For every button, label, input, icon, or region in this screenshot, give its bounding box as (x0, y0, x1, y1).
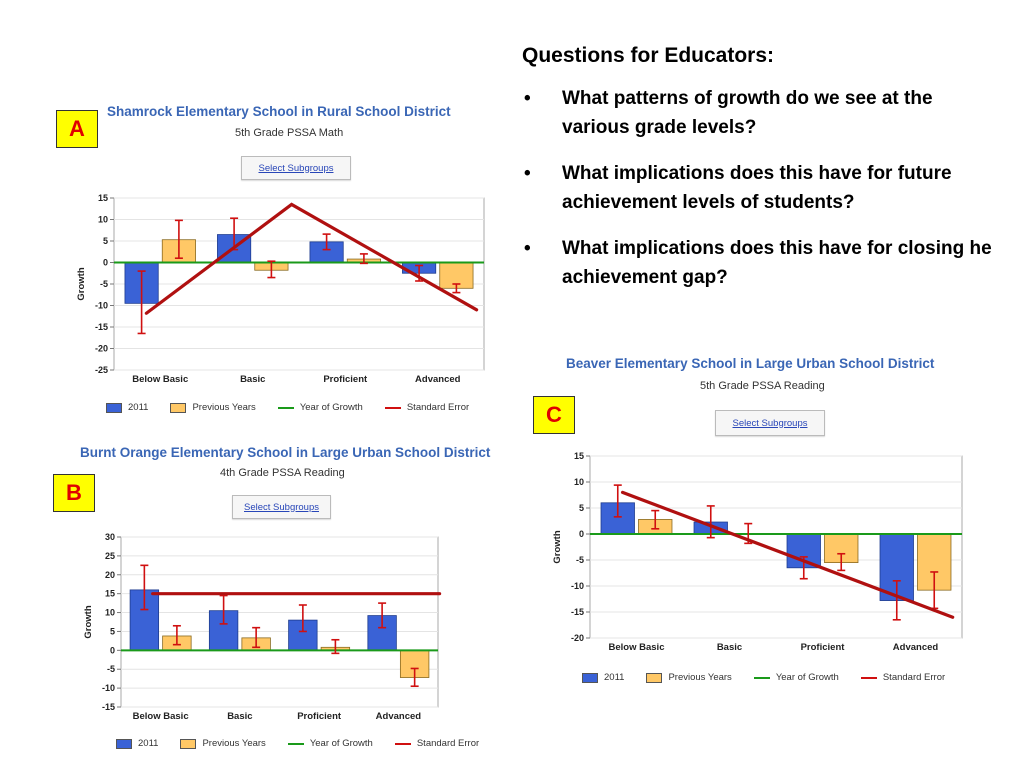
legend-item-2011 (116, 738, 158, 749)
x-category-label: Proficient (323, 374, 368, 385)
x-category-label: Proficient (800, 642, 845, 653)
y-axis-label: Growth (552, 530, 563, 564)
legend-swatch-error (395, 743, 411, 745)
legend-swatch-2011 (106, 403, 122, 413)
legend-label: Standard Error (406, 402, 470, 413)
legend-label: Year of Growth (775, 672, 839, 683)
y-tick-label: -5 (106, 664, 115, 675)
bullet-icon: • (524, 163, 531, 184)
legend-swatch-growth (288, 743, 304, 745)
questions-heading: Questions for Educators: (522, 44, 775, 67)
legend-item-2011 (582, 672, 624, 683)
question-item (522, 84, 992, 142)
y-tick-label: 20 (104, 569, 115, 580)
y-tick-label: 10 (104, 607, 115, 618)
panel-b-title: Burnt Orange Elementary School in Large Urban School District (80, 445, 491, 460)
question-text: What implications does this have for future achievement levels of students? (562, 163, 952, 213)
panel-c-chart (547, 450, 967, 660)
y-tick-label: -25 (94, 365, 108, 375)
x-category-label: Below Basic (132, 711, 189, 722)
panel-c-title: Beaver Elementary School in Large Urban School District (566, 356, 935, 371)
questions-block (522, 44, 992, 309)
x-category-label: Basic (240, 374, 266, 385)
legend-swatch-previous (180, 739, 196, 749)
panel-b-select-subgroups-button[interactable]: Select Subgroups (232, 495, 331, 519)
y-tick-label: -10 (570, 581, 584, 591)
legend-label: 2011 (128, 402, 149, 413)
y-tick-label: 5 (578, 503, 584, 513)
legend-item-error (385, 402, 469, 413)
y-tick-label: -15 (94, 322, 108, 332)
y-tick-label: 0 (578, 529, 584, 539)
y-tick-label: -5 (575, 555, 584, 565)
panel-c-subtitle: 5th Grade PSSA Reading (700, 380, 825, 392)
legend-swatch-error (385, 407, 401, 409)
y-tick-label: 10 (97, 214, 108, 225)
legend-label: Standard Error (882, 672, 946, 683)
legend-label: Previous Years (668, 672, 732, 683)
y-tick-label: 15 (97, 193, 108, 203)
legend-item-previous (170, 402, 255, 413)
legend-swatch-previous (646, 673, 662, 683)
panel-a-select-subgroups-button[interactable]: Select Subgroups (241, 156, 351, 180)
x-category-label: Advanced (375, 711, 422, 722)
legend-label: Year of Growth (309, 738, 373, 749)
legend-item-growth (278, 402, 363, 413)
legend-label: Standard Error (416, 738, 480, 749)
legend-item-error (861, 672, 945, 683)
legend-swatch-growth (278, 407, 294, 409)
legend-swatch-2011 (116, 739, 132, 749)
y-tick-label: -10 (101, 683, 115, 694)
y-tick-label: 25 (104, 550, 115, 561)
y-tick-label: 0 (102, 257, 108, 268)
legend-swatch-previous (170, 403, 186, 413)
y-axis-label: Growth (83, 605, 94, 639)
y-tick-label: 5 (109, 626, 115, 637)
legend-item-error (395, 738, 479, 749)
panel-a-subtitle: 5th Grade PSSA Math (235, 127, 344, 139)
panel-c-label: C (533, 396, 575, 434)
y-tick-label: -15 (101, 702, 115, 712)
y-tick-label: -10 (94, 300, 108, 311)
legend-item-previous (180, 738, 265, 749)
legend-item-growth (288, 738, 373, 749)
y-tick-label: -15 (570, 607, 584, 617)
question-item (522, 234, 992, 292)
legend-item-previous (646, 672, 731, 683)
x-category-label: Advanced (892, 642, 939, 653)
panel-b-legend (116, 738, 501, 749)
panel-c-legend (582, 672, 967, 683)
legend-label: Previous Years (202, 738, 266, 749)
bullet-icon: • (524, 88, 531, 109)
panel-a-label: A (56, 110, 98, 148)
legend-item-growth (754, 672, 839, 683)
legend-label: Previous Years (192, 402, 256, 413)
panel-b-chart (78, 532, 443, 727)
legend-label: 2011 (138, 738, 159, 749)
panel-b-subtitle: 4th Grade PSSA Reading (220, 467, 345, 479)
panel-a-chart (70, 192, 490, 392)
question-item (522, 159, 992, 217)
y-tick-label: -20 (94, 343, 108, 354)
y-tick-label: -5 (99, 279, 108, 289)
y-tick-label: 10 (573, 477, 584, 487)
bullet-icon: • (524, 238, 531, 259)
y-axis-label: Growth (76, 267, 87, 301)
question-text: What patterns of growth do we see at the various grade levels? (562, 88, 933, 138)
panel-a-legend (106, 402, 491, 413)
y-tick-label: -20 (570, 633, 584, 643)
x-category-label: Below Basic (132, 374, 189, 385)
questions-list (522, 84, 992, 292)
x-category-label: Basic (227, 711, 253, 722)
legend-swatch-error (861, 677, 877, 679)
x-category-label: Advanced (415, 374, 461, 385)
legend-label: 2011 (604, 672, 625, 683)
y-tick-label: 30 (104, 532, 115, 542)
y-tick-label: 5 (102, 236, 108, 246)
legend-label: Year of Growth (299, 402, 363, 413)
panel-c-select-subgroups-button[interactable]: Select Subgroups (715, 410, 825, 436)
legend-swatch-2011 (582, 673, 598, 683)
y-tick-label: 15 (573, 451, 584, 461)
y-tick-label: 0 (109, 645, 115, 656)
x-category-label: Proficient (297, 711, 342, 722)
y-tick-label: 15 (104, 588, 115, 599)
legend-swatch-growth (754, 677, 770, 679)
panel-a-title: Shamrock Elementary School in Rural School District (107, 104, 451, 119)
x-category-label: Below Basic (608, 642, 665, 653)
panel-b-label: B (53, 474, 95, 512)
legend-item-2011 (106, 402, 148, 413)
x-category-label: Basic (716, 642, 743, 653)
question-text: What implications does this have for closing he achievement gap? (562, 238, 992, 288)
